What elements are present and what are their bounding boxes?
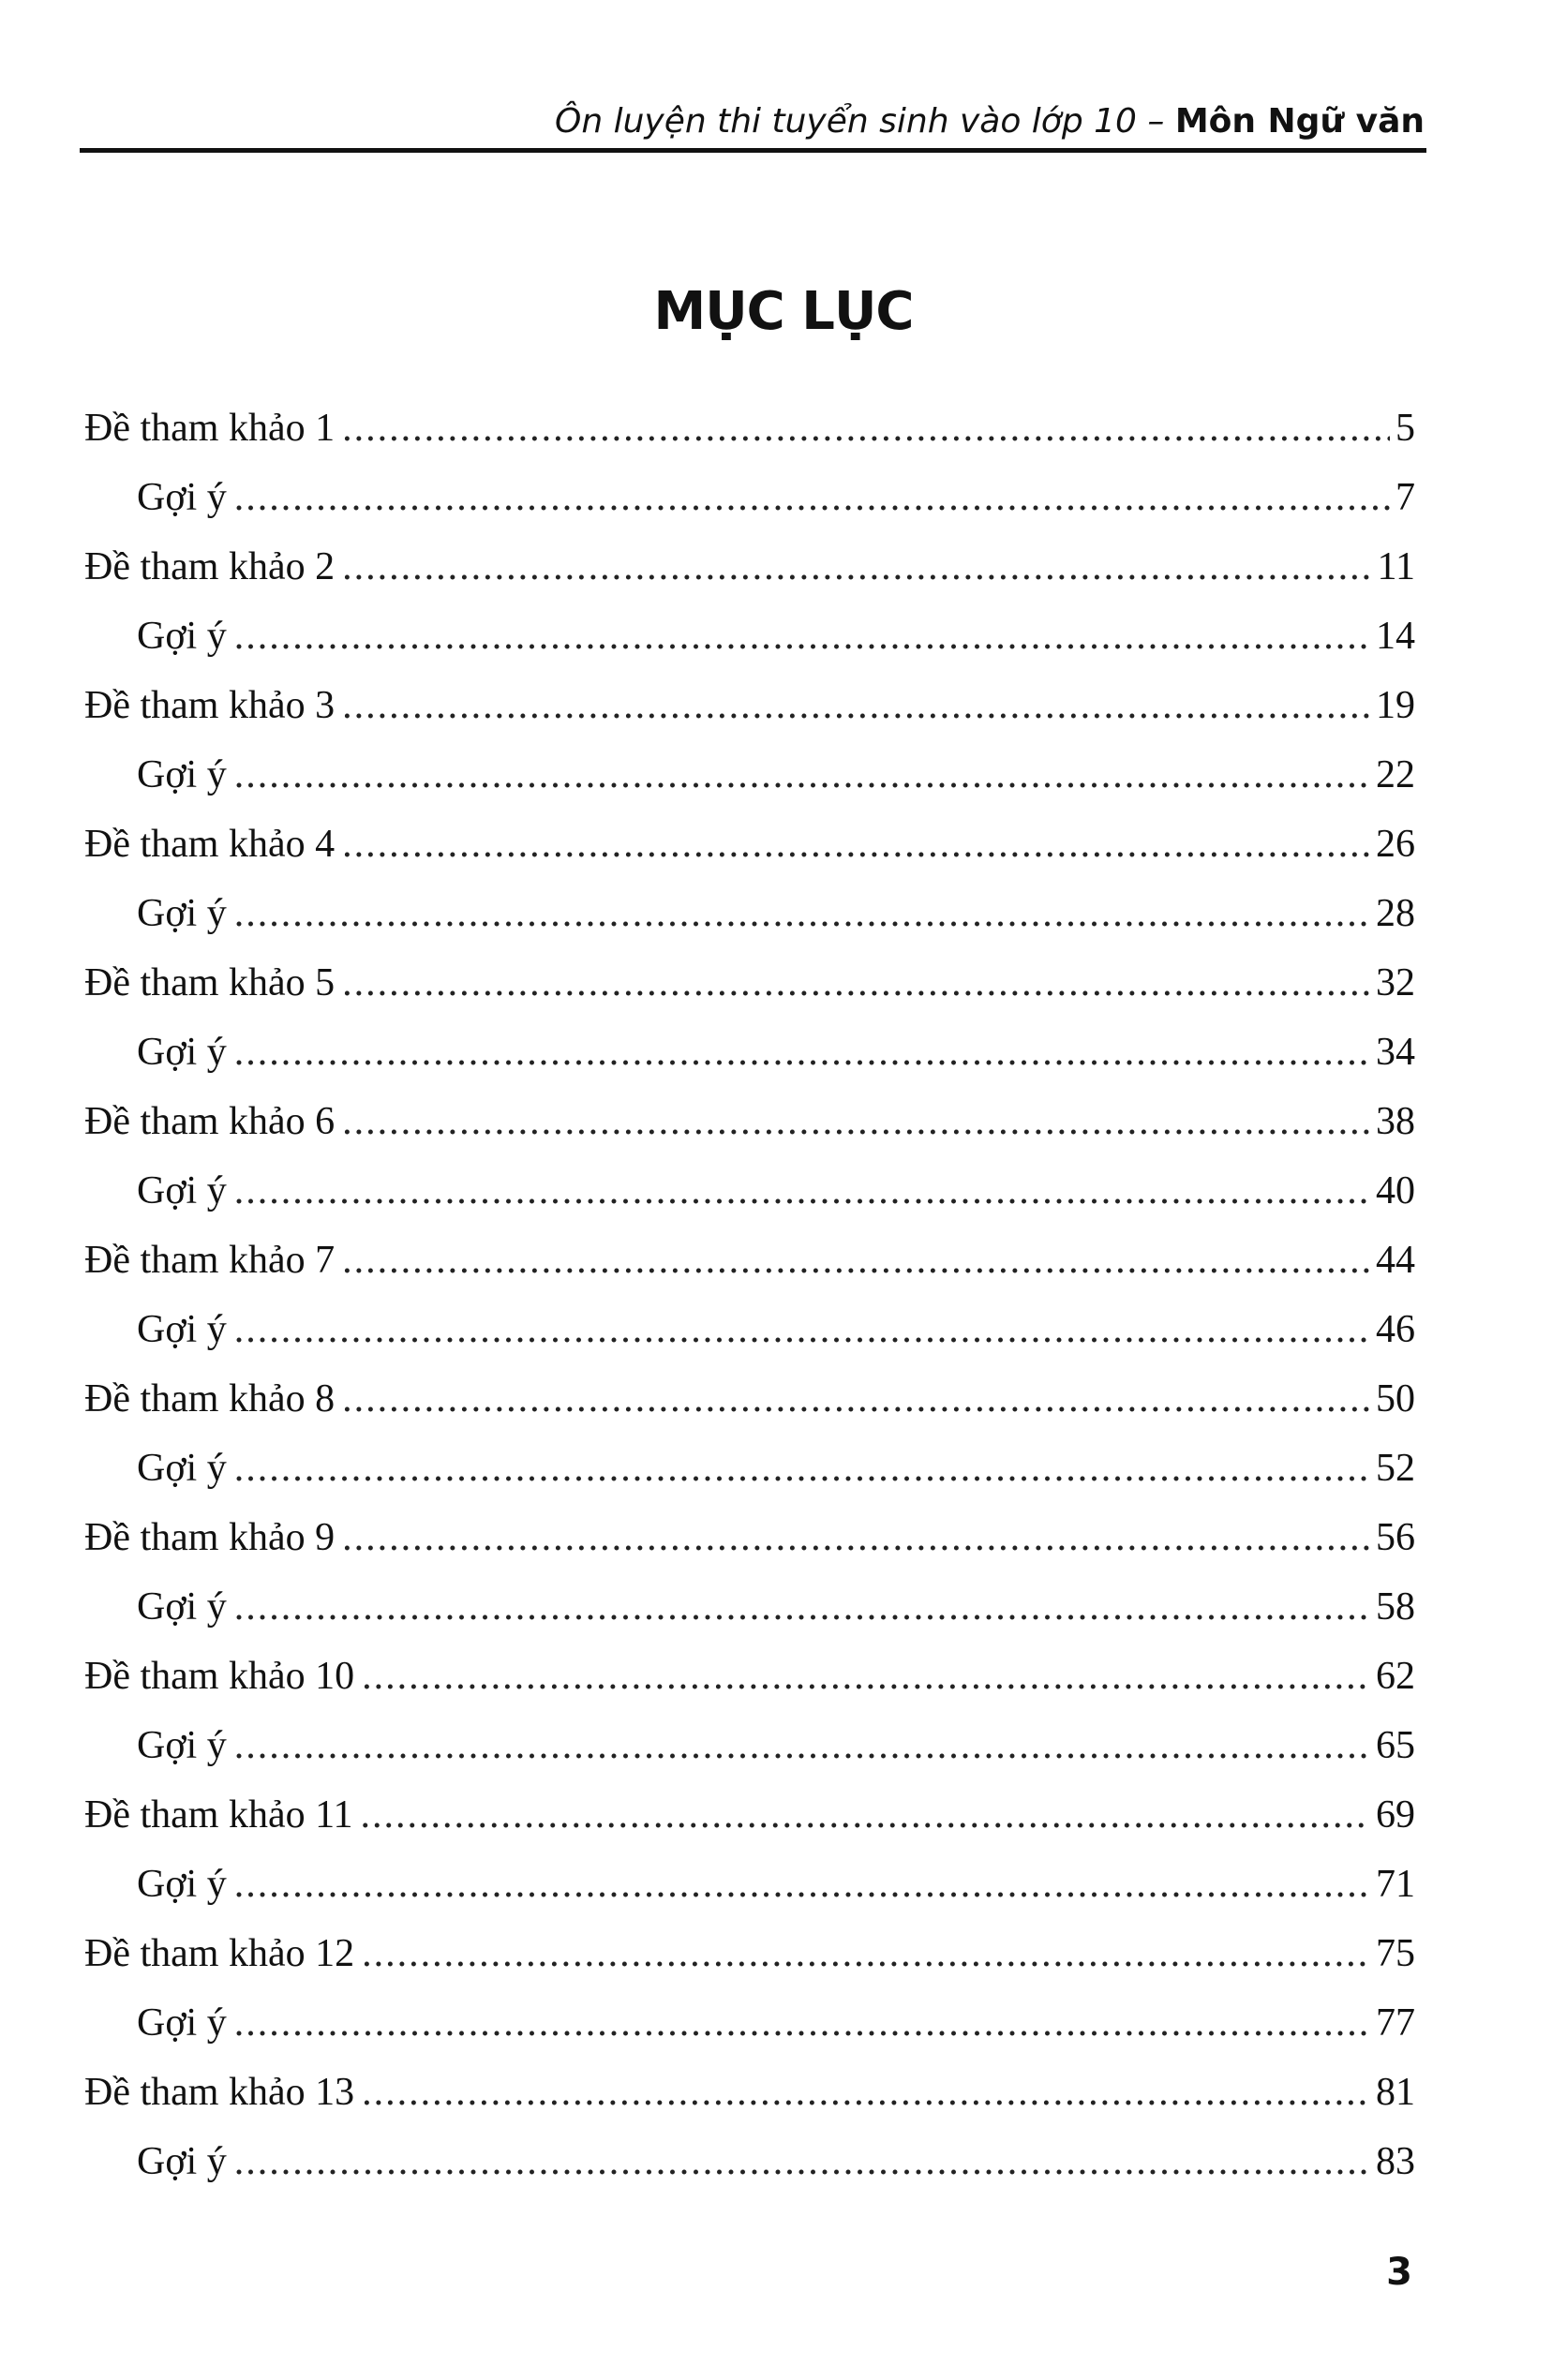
toc-entry-hint bbox=[84, 1156, 1415, 1226]
dot-leader bbox=[342, 1364, 1370, 1434]
table-of-contents bbox=[84, 394, 1415, 2196]
toc-entry-page: 38 bbox=[1376, 1100, 1415, 1143]
dot-leader bbox=[342, 948, 1370, 1018]
running-title bbox=[555, 102, 1425, 141]
dot-leader bbox=[234, 602, 1370, 671]
toc-entry-label: Đề tham khảo 4 bbox=[84, 823, 336, 866]
toc-entry-hint bbox=[84, 1295, 1415, 1364]
running-title-series: Ôn luyện thi tuyển sinh vào lớp 10 – bbox=[554, 102, 1165, 141]
toc-entry-exam bbox=[84, 394, 1415, 463]
toc-entry-label: Đề tham khảo 9 bbox=[84, 1516, 336, 1559]
toc-entry-page: 22 bbox=[1376, 753, 1415, 796]
toc-entry-hint bbox=[84, 1572, 1415, 1642]
toc-entry-exam bbox=[84, 1087, 1415, 1156]
dot-leader bbox=[234, 1850, 1370, 1919]
toc-entry-hint bbox=[84, 1018, 1415, 1087]
toc-entry-page: 19 bbox=[1376, 684, 1415, 727]
dot-leader bbox=[342, 671, 1370, 740]
dot-leader bbox=[234, 1018, 1370, 1087]
toc-entry-label: Đề tham khảo 13 bbox=[84, 2071, 355, 2114]
toc-entry-hint bbox=[84, 879, 1415, 948]
toc-entry-page: 52 bbox=[1376, 1447, 1415, 1490]
toc-entry-page: 7 bbox=[1395, 476, 1415, 519]
toc-entry-page: 28 bbox=[1376, 892, 1415, 935]
toc-entry-page: 14 bbox=[1376, 615, 1415, 658]
toc-entry-label: Gợi ý bbox=[137, 1031, 227, 1074]
toc-entry-label: Gợi ý bbox=[137, 1724, 227, 1767]
dot-leader bbox=[234, 1434, 1370, 1503]
toc-entry-page: 40 bbox=[1376, 1169, 1415, 1212]
toc-entry-label: Gợi ý bbox=[137, 1447, 227, 1490]
toc-entry-hint bbox=[84, 463, 1415, 532]
running-title-subject: Môn Ngữ văn bbox=[1174, 102, 1425, 141]
dot-leader bbox=[234, 879, 1370, 948]
toc-entry-page: 81 bbox=[1376, 2071, 1415, 2114]
toc-entry-exam bbox=[84, 532, 1415, 602]
toc-entry-exam bbox=[84, 671, 1415, 740]
toc-entry-exam bbox=[84, 1503, 1415, 1572]
dot-leader bbox=[342, 532, 1371, 602]
dot-leader bbox=[362, 1919, 1370, 1988]
toc-entry-page: 50 bbox=[1376, 1377, 1415, 1421]
toc-entry-label: Gợi ý bbox=[137, 2001, 227, 2045]
dot-leader bbox=[234, 1295, 1370, 1364]
dot-leader bbox=[234, 740, 1370, 810]
toc-entry-page: 44 bbox=[1376, 1239, 1415, 1282]
toc-entry-page: 46 bbox=[1376, 1308, 1415, 1351]
toc-entry-page: 65 bbox=[1376, 1724, 1415, 1767]
toc-entry-label: Đề tham khảo 8 bbox=[84, 1377, 336, 1421]
dot-leader bbox=[342, 810, 1370, 879]
toc-entry-exam bbox=[84, 1642, 1415, 1711]
toc-entry-hint bbox=[84, 2127, 1415, 2196]
dot-leader bbox=[342, 394, 1390, 463]
toc-entry-hint bbox=[84, 602, 1415, 671]
toc-entry-label: Gợi ý bbox=[137, 615, 227, 658]
toc-entry-label: Đề tham khảo 5 bbox=[84, 961, 336, 1004]
toc-entry-page: 77 bbox=[1376, 2001, 1415, 2045]
toc-entry-label: Gợi ý bbox=[137, 1308, 227, 1351]
toc-entry-page: 5 bbox=[1395, 407, 1415, 450]
toc-entry-label: Đề tham khảo 12 bbox=[84, 1932, 355, 1975]
toc-entry-label: Gợi ý bbox=[137, 1169, 227, 1212]
page-title: MỤC LỤC bbox=[653, 280, 914, 342]
dot-leader bbox=[362, 2058, 1370, 2127]
toc-entry-label: Đề tham khảo 11 bbox=[84, 1793, 353, 1837]
dot-leader bbox=[342, 1087, 1370, 1156]
toc-entry-hint bbox=[84, 740, 1415, 810]
dot-leader bbox=[234, 1988, 1370, 2058]
toc-entry-page: 69 bbox=[1376, 1793, 1415, 1837]
dot-leader bbox=[234, 1156, 1370, 1226]
toc-entry-page: 56 bbox=[1376, 1516, 1415, 1559]
toc-entry-hint bbox=[84, 1850, 1415, 1919]
dot-leader bbox=[342, 1503, 1370, 1572]
toc-entry-label: Đề tham khảo 7 bbox=[84, 1239, 336, 1282]
dot-leader bbox=[234, 1572, 1370, 1642]
toc-entry-page: 11 bbox=[1377, 545, 1415, 588]
dot-leader bbox=[234, 1711, 1370, 1780]
toc-entry-label: Đề tham khảo 1 bbox=[84, 407, 336, 450]
toc-entry-label: Đề tham khảo 2 bbox=[84, 545, 336, 588]
toc-entry-exam bbox=[84, 948, 1415, 1018]
toc-entry-hint bbox=[84, 1711, 1415, 1780]
toc-entry-label: Đề tham khảo 6 bbox=[84, 1100, 336, 1143]
toc-entry-exam bbox=[84, 2058, 1415, 2127]
toc-entry-page: 26 bbox=[1376, 823, 1415, 866]
toc-entry-hint bbox=[84, 1434, 1415, 1503]
toc-entry-page: 71 bbox=[1376, 1863, 1415, 1906]
dot-leader bbox=[362, 1642, 1370, 1711]
toc-entry-page: 83 bbox=[1376, 2140, 1415, 2183]
dot-leader bbox=[234, 463, 1390, 532]
toc-entry-label: Gợi ý bbox=[137, 1863, 227, 1906]
toc-entry-label: Gợi ý bbox=[137, 892, 227, 935]
toc-entry-hint bbox=[84, 1988, 1415, 2058]
dot-leader bbox=[234, 2127, 1370, 2196]
toc-entry-exam bbox=[84, 1780, 1415, 1850]
toc-entry-label: Đề tham khảo 10 bbox=[84, 1655, 355, 1698]
toc-entry-label: Đề tham khảo 3 bbox=[84, 684, 336, 727]
toc-entry-page: 34 bbox=[1376, 1031, 1415, 1074]
toc-entry-label: Gợi ý bbox=[137, 2140, 227, 2183]
dot-leader bbox=[361, 1780, 1370, 1850]
dot-leader bbox=[342, 1226, 1370, 1295]
toc-entry-exam bbox=[84, 1226, 1415, 1295]
toc-entry-label: Gợi ý bbox=[137, 1585, 227, 1629]
toc-entry-page: 32 bbox=[1376, 961, 1415, 1004]
toc-entry-label: Gợi ý bbox=[137, 753, 227, 796]
toc-entry-exam bbox=[84, 810, 1415, 879]
toc-entry-page: 58 bbox=[1376, 1585, 1415, 1629]
toc-entry-exam bbox=[84, 1364, 1415, 1434]
page-number: 3 bbox=[1386, 2251, 1412, 2294]
toc-entry-exam bbox=[84, 1919, 1415, 1988]
running-header bbox=[80, 82, 1426, 153]
toc-entry-label: Gợi ý bbox=[137, 476, 227, 519]
toc-entry-page: 75 bbox=[1376, 1932, 1415, 1975]
toc-entry-page: 62 bbox=[1376, 1655, 1415, 1698]
